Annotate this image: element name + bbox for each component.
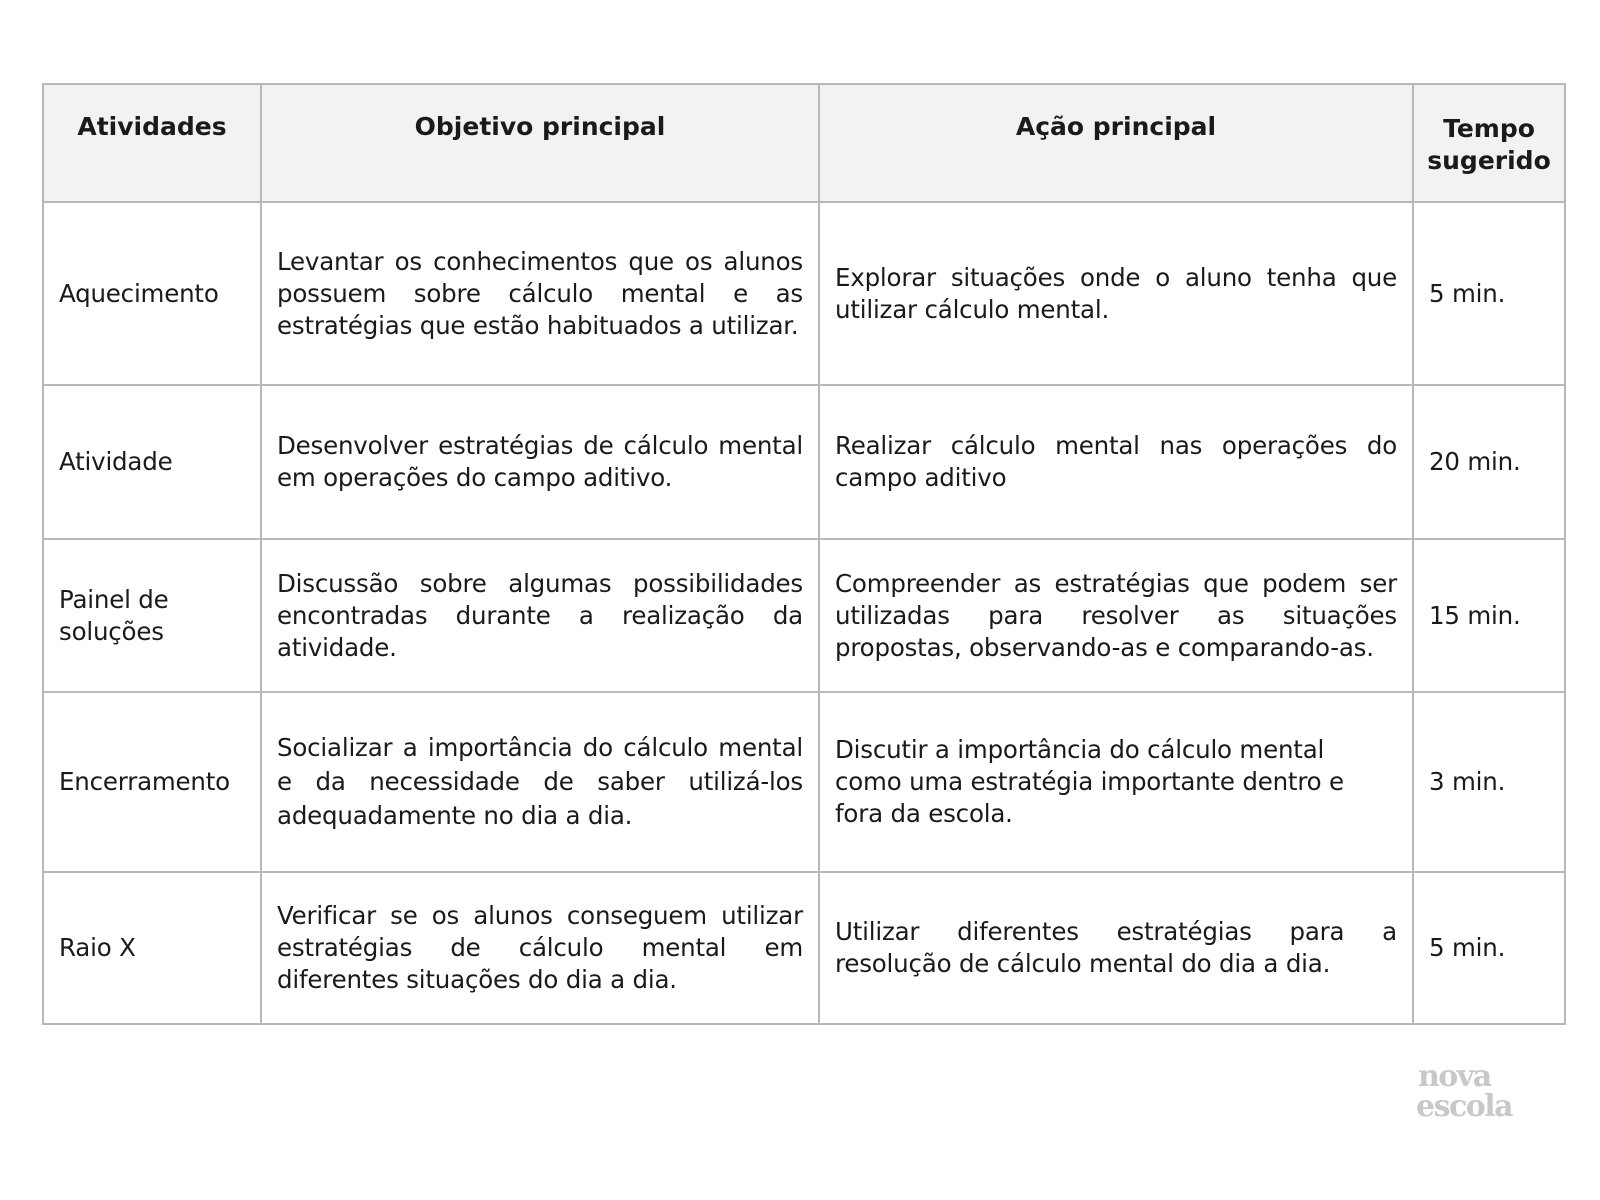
objective-cell xyxy=(261,385,819,539)
activity-cell xyxy=(43,872,261,1024)
activity-name: Painel de soluções xyxy=(59,584,169,646)
header-activities: Atividades xyxy=(43,84,261,202)
action-text: Explorar situações onde o aluno tenha que utilizar cálculo mental. xyxy=(835,262,1397,324)
header-action: Ação principal xyxy=(819,84,1413,202)
action-text: Discutir a importância do cálculo mental como uma estratégia importante dentro e fora da escola. xyxy=(835,735,1344,828)
objective-text: Socializar a importância do cálculo mental e da necessidade de saber utilizá-los adequadamente no dia a dia. xyxy=(277,733,803,830)
time-text: 15 min. xyxy=(1429,600,1521,630)
objective-cell xyxy=(261,872,819,1024)
header-objective: Objetivo principal xyxy=(261,84,819,202)
table-row xyxy=(43,692,1565,872)
table-body xyxy=(43,202,1565,1024)
objective-cell xyxy=(261,539,819,692)
activity-name: Encerramento xyxy=(59,767,230,796)
activity-name: Raio X xyxy=(59,933,136,962)
activity-name: Aquecimento xyxy=(59,278,219,308)
objective-text: Discussão sobre algumas possibilidades encontradas durante a realização da atividade. xyxy=(277,568,803,662)
objective-cell xyxy=(261,202,819,385)
nova-escola-logo xyxy=(1416,1059,1534,1124)
time-cell xyxy=(1413,385,1565,539)
time-text: 20 min. xyxy=(1429,447,1521,476)
table-row xyxy=(43,539,1565,692)
table-row xyxy=(43,872,1565,1024)
time-text: 5 min. xyxy=(1429,933,1506,962)
action-cell xyxy=(819,539,1413,692)
logo-line-1: nova xyxy=(1418,1059,1491,1094)
activity-cell xyxy=(43,385,261,539)
activity-cell xyxy=(43,539,261,692)
time-cell xyxy=(1413,202,1565,385)
objective-cell xyxy=(261,692,819,872)
time-cell xyxy=(1413,872,1565,1024)
action-cell xyxy=(819,202,1413,385)
action-text: Realizar cálculo mental nas operações do campo aditivo xyxy=(835,431,1397,492)
action-text: Compreender as estratégias que podem ser utilizadas para resolver as situações propostas, observando-as e comparando-as. xyxy=(835,568,1397,662)
time-cell xyxy=(1413,539,1565,692)
header-row xyxy=(43,84,1565,202)
objective-text: Levantar os conhecimentos que os alunos possuem sobre cálculo mental e as estratégias que estão habituados a utilizar. xyxy=(277,246,803,340)
objective-text: Desenvolver estratégias de cálculo mental em operações do campo aditivo. xyxy=(277,431,803,492)
action-cell xyxy=(819,872,1413,1024)
time-text: 5 min. xyxy=(1429,278,1506,308)
objective-text: Verificar se os alunos conseguem utilizar estratégias de cálculo mental em diferentes situações do dia a dia. xyxy=(277,901,803,994)
header-time: Tempo sugerido xyxy=(1413,84,1565,202)
action-cell xyxy=(819,385,1413,539)
table-header xyxy=(43,84,1565,202)
action-cell xyxy=(819,692,1413,872)
lesson-plan-table xyxy=(42,83,1566,1025)
logo-line-2: escola xyxy=(1416,1089,1513,1124)
action-text: Utilizar diferentes estratégias para a resolução de cálculo mental do dia a dia. xyxy=(835,917,1397,978)
activity-cell xyxy=(43,202,261,385)
table-row xyxy=(43,202,1565,385)
activity-cell xyxy=(43,692,261,872)
activity-name: Atividade xyxy=(59,447,173,476)
table-row xyxy=(43,385,1565,539)
time-cell xyxy=(1413,692,1565,872)
time-text: 3 min. xyxy=(1429,767,1506,796)
